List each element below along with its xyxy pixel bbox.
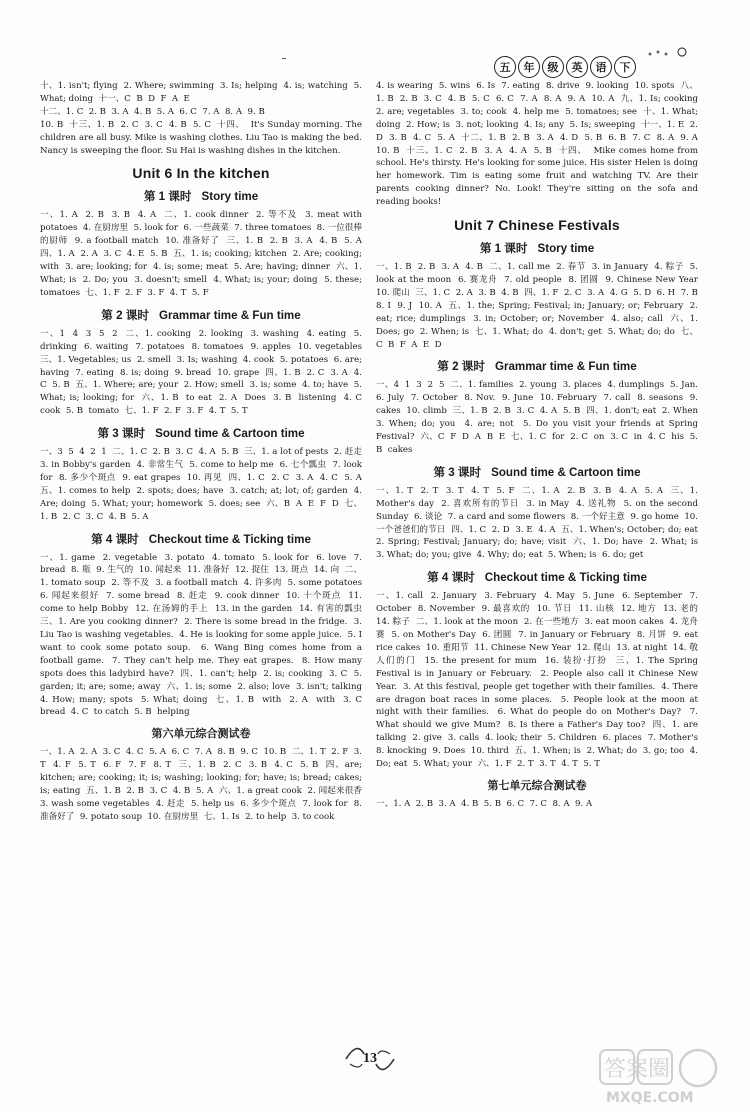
lesson-name: Checkout time & Ticking time xyxy=(148,532,311,546)
lesson-heading xyxy=(40,188,362,204)
page-number-text: 13 xyxy=(363,1051,377,1066)
watermark-logo-icon xyxy=(598,1046,746,1108)
answer-text: 一、1. A 2. B 3. A 4. B 5. B 6. C 7. C 8. A 9. A xyxy=(376,798,593,809)
answer-text: 一、1. A 2. B 3. B 4. A 二、1. cook dinner 2. 等不及 3. meat with potatoes 4. 在厨房里 5. look for 6. 一些蔬菜 7. three tomatoes 8. 一位很棒的厨师 9. a football match 10. 准备好了 三、1. B 2. B 3. A 4. B 5. A 四、1. A 2. A 3. C 4. E 5. B 五、1. is; cooking; kitchen 2. Are; cooking; with 3. are; looking; for 4. is; some; meat 5. Are; having; dinner 六、1. What; is 2. Do; you 3. doesn't; smell 4. What; is; your; doing 5. these; tomatoes 七、1. F 2. F 3. F 4. T 5. F xyxy=(40,210,368,298)
left-column xyxy=(40,80,368,824)
lesson-name: Grammar time & Fun time xyxy=(158,308,301,322)
page-number xyxy=(342,1042,398,1076)
answer-text: 一、1. A 2. A 3. C 4. C 5. A 6. C 7. A 8. B 9. C 10. B 二、1. T 2. F 3. T 4. F 5. T 6. F 7. F 8. T 三、1. B 2. C 3. B 4. C 5. B 四、are; kitchen; are; cooking; it; is; washing; looking; for; have; is; bread; cakes; is; eating 五、1. B 2. B 3. C 4. B 5. A 六、1. a great cook 2. 闻起来很香 3. wash some vegetables 4. 赶走 5. help us 6. 多少个斑点 7. look for 8. 准备好了 9. potato soup 10. 在厨房里 七、1. Is 2. to help 3. to cook xyxy=(40,747,368,822)
answer-text: 一、1. T 2. T 3. T 4. T 5. F 二、1. A 2. B 3. B 4. A 5. A 三、1. Mother's day 2. 喜欢所有的节日 3. in May 4. 送礼物 5. on the second Sunday 6. 谈论 7. a card and some flowers 8. 一个好主意 9. go home 10. 一个爸爸们的节日 四、1. C 2. D 3. E 4. A 五、1. When's; October; do; eat 2. Spring; Festival; January; do; have; visit 六、1. Do; have 2. What; is 3. What; do; you; give 4. Why; do; eat 5. When; is 6. do; get xyxy=(376,485,704,561)
lesson-name: Sound time & Cartoon time xyxy=(155,427,305,441)
answer-text: 一、3 5 4 2 1 二、1. C 2. B 3. C 4. A 5. B 三、1. a lot of pests 2. 赶走 3. in Bobby's garden 4. 非常生气 5. come to help me 6. 七个瓢虫 7. look for 8. 多少个斑点 9. eat grapes 10. 再见 四、1. C 2. C 3. A 4. C 5. A 五、1. comes to help 2. spots; does; have 3. catch; at; lot; of; garden 4. Are; doing 5. What; your; homework 5. does; see 六、B A E F D 七、1. B 2. C 3. C 4. B 5. A xyxy=(40,447,368,522)
answer-text: 一、1. call 2. January 3. February 4. May 5. June 6. September 7. October 8. November 9. 最喜欢的 10. 节日 11. 山核 12. 地方 13. 老的 14. 粽子 二、1. look at the moon 2. 在一些地方 3. eat moon cakes 4. 龙舟赛 5. on Mother's Day 6. 团圆 7. in January or February 8. 月饼 9. eat rice cakes 10. 重阳节 11. Chinese New Year 12. 爬山 13. at night 14. 敬人们的门 15. the present for mum 16. 装扮·打扮 三、1. The Spring Festival is in January or February. 2. People also call it Chinese New Year. 3. At this festival, people get together with their families. 4. There are dragon boat races in some places. 5. People look at the moon at night with their families. 6. What do people do on Mother's Day? 7. What should we give Mum? 8. Is there a Father's Day too? 四、1. are talking 2. give 3. calls 4. look; their 5. Children 6. places 7. Mother's 8. knocking 9. Does 10. third 五、1. When; is 2. What; do 3. go; too 4. Do; eat 5. What; your 六、1. F 2. T 3. T 4. T 5. T xyxy=(376,591,704,770)
unit-title: Unit 6 In the kitchen xyxy=(132,165,270,182)
test-title: 第六单元综合测试卷 xyxy=(151,727,251,741)
test-title: 第七单元综合测试卷 xyxy=(487,778,587,792)
lesson-label: 第 4 课时 xyxy=(427,571,475,585)
answer-text: 一、1. B 2. B 3. A 4. B 二、1. call me 2. 春节 3. in January 4. 粽子 5. look at the moon 6. 赛龙舟 7. old people 8. 团圆 9. Chinese New Year 10. 爬山 三、1. C 2. A 3. B 4. B 四、1. F 2. C 3. A 4. G 5. D 6. H 7. B 8. I 9. J 10. A 五、1. the; Spring; Festival; in; January; or; February 2. eat; rice; dumplings 3. in; October; or; November 4. also; call 六、1. Does; go 2. When; is 七、1. What; do 4. don't; get 5. What; do; do 七、C B F A E D xyxy=(376,262,704,350)
lesson-heading xyxy=(376,358,698,374)
badge-char: 年 xyxy=(518,56,540,78)
badge-char: 英 xyxy=(566,56,588,78)
lesson-heading xyxy=(40,425,362,441)
lesson-heading xyxy=(40,307,362,323)
header-dot xyxy=(282,58,286,59)
lesson-label: 第 2 课时 xyxy=(101,308,149,322)
lesson-heading xyxy=(376,464,698,480)
answer-text: 一、1 4 3 5 2 二、1. cooking 2. looking 3. washing 4. eating 5. drinking 6. waiting 7. potatoes 8. tomatoes 9. apples 10. vegetables 三、1. Vegetables; us 2. smell 3. Is; washing 4. cook 5. potatoes 6. are; having 7. eating 8. is; doing 9. bread 10. grape 四、1. B 2. C 3. A 4. C 5. B 五、1. Where; are; your 2. How; smell 3. is; some 4. to; have 5. What; is; looking; for 六、1. B to eat 2. A Does 3. B listening 4. C cook 5. B tomato 七、1. F 2. F 3. F 4. T 5. T xyxy=(40,328,368,417)
badge-char: 级 xyxy=(542,56,564,78)
grade-badge xyxy=(494,56,636,78)
badge-char: 五 xyxy=(494,56,516,78)
lesson-name: Story time xyxy=(201,190,259,204)
answer-text: 4. is wearing 5. wins 6. Is 7. eating 8. drive 9. looking 10. spots 八、1. B 2. B 3. C 4. B 5. C 6. C 7. A 8. A 9. A 10. A 九、1. Is; cooking 2. are; vegetables 3. to; cook 4. help me 5. tomatoes; see 十、1. What; doing 2. How; is 3. not; looking 4. Is; any 5. Is; sweeping 十一、1. E 2. D 3. B 4. C 5. A 十二、1. B 2. B 3. A 4. D 5. B 6. B 7. C 8. A 9. A 10. B 十三、1. C 2. B 3. A 4. A 5. B 十四、 Mike comes home from school. He's thirsty. He's looking for some juice. His sister Helen is doing her homework. Tim is eating some fruit and watching TV. Are their parents cooking dinner? No. Look! They're sitting on the sofa and reading books! xyxy=(376,81,704,208)
lesson-label: 第 3 课时 xyxy=(97,427,146,441)
lesson-heading xyxy=(376,240,698,256)
decoration-dots-icon xyxy=(644,44,692,64)
lesson-name: Story time xyxy=(537,242,595,256)
lesson-name: Checkout time & Ticking time xyxy=(484,571,647,585)
badge-char: 下 xyxy=(614,56,636,78)
lesson-label: 第 3 课时 xyxy=(433,465,482,479)
answer-text: 一、1. game 2. vegetable 3. potato 4. tomato 5. look for 6. love 7. bread 8. 瓶 9. 生气的 10. 闻起来 11. 准备好 12. 捉住 13. 斑点 14. 向 二、1. tomato soup 2. 等不及 3. a football match 4. 许多肉 5. some potatoes 6. 闻起来很好 7. some bread 8. 赶走 9. cook dinner 10. 十个斑点 11. come to help Bobby 12. 在汤姆的手上 13. in the garden 14. 有害的瓢虫 三、1. Are you cooking dinner? 2. There is some bread in the fridge. 3. Liu Tao is washing vegetables. 4. He is looking for some apple juice. 5. I want to cook some potato soup. 6. Wang Bing comes home from a football game. 7. They can't help me. They eat grapes. 8. How many spots does this ladybird have? 四、1. can't; help 2. is; cooking 3. C 5. garden; it; are; some; away 六、1. is; some 2. also; love 3. isn't; talking 4. How; many; spots 5. What; doing 七、1. B with 2. A with 3. C bread 4. C to catch 5. B helping xyxy=(40,552,368,718)
lesson-name: Grammar time & Fun time xyxy=(494,360,637,374)
answer-text: 一、4 1 3 2 5 二、1. families 2. young 3. places 4. dumplings 5. Jan. 6. July 7. October 8. Nov. 9. June 10. February 7. call 8. seasons 9. cakes 10. climb 三、1. B 2. B 3. C 4. A 5. B 四、1. don't; eat 2. When 3. When; do; you 4. are; not 5. Do you visit your friends at Spring Festival? 六、C F D A B E 七、1. C for 2. C on 3. C in 4. C his 5. B cakes xyxy=(376,380,704,455)
badge-char: 语 xyxy=(590,56,612,78)
watermark-text: 答案圈 xyxy=(604,1057,671,1082)
answer-text: 十、1. isn't; flying 2. Where; swimming 3. Is; helping 4. is; watching 5. What; doing 十一、C B D F A E 十二、1. C 2. B 3. A 4. B 5. A 6. C 7. A 8. A 9. B 10. B 十三、1. B 2. C 3. C 4. B 5. C 十四、 It's Sunday morning. The children are all busy. Mike is washing clothes. Liu Tao is making the bed. Nancy is sweeping the floor. Su Hai is washing dishes in the kitchen. xyxy=(40,81,362,156)
unit-title: Unit 7 Chinese Festivals xyxy=(454,217,620,234)
lesson-label: 第 4 课时 xyxy=(91,532,139,546)
watermark-url: MXQE.COM xyxy=(606,1090,694,1106)
right-column xyxy=(376,80,704,811)
lesson-label: 第 1 课时 xyxy=(479,242,528,256)
lesson-heading xyxy=(40,531,362,547)
lesson-heading xyxy=(376,569,698,585)
lesson-label: 第 2 课时 xyxy=(437,360,485,374)
lesson-name: Sound time & Cartoon time xyxy=(491,465,641,479)
lesson-label: 第 1 课时 xyxy=(143,190,192,204)
